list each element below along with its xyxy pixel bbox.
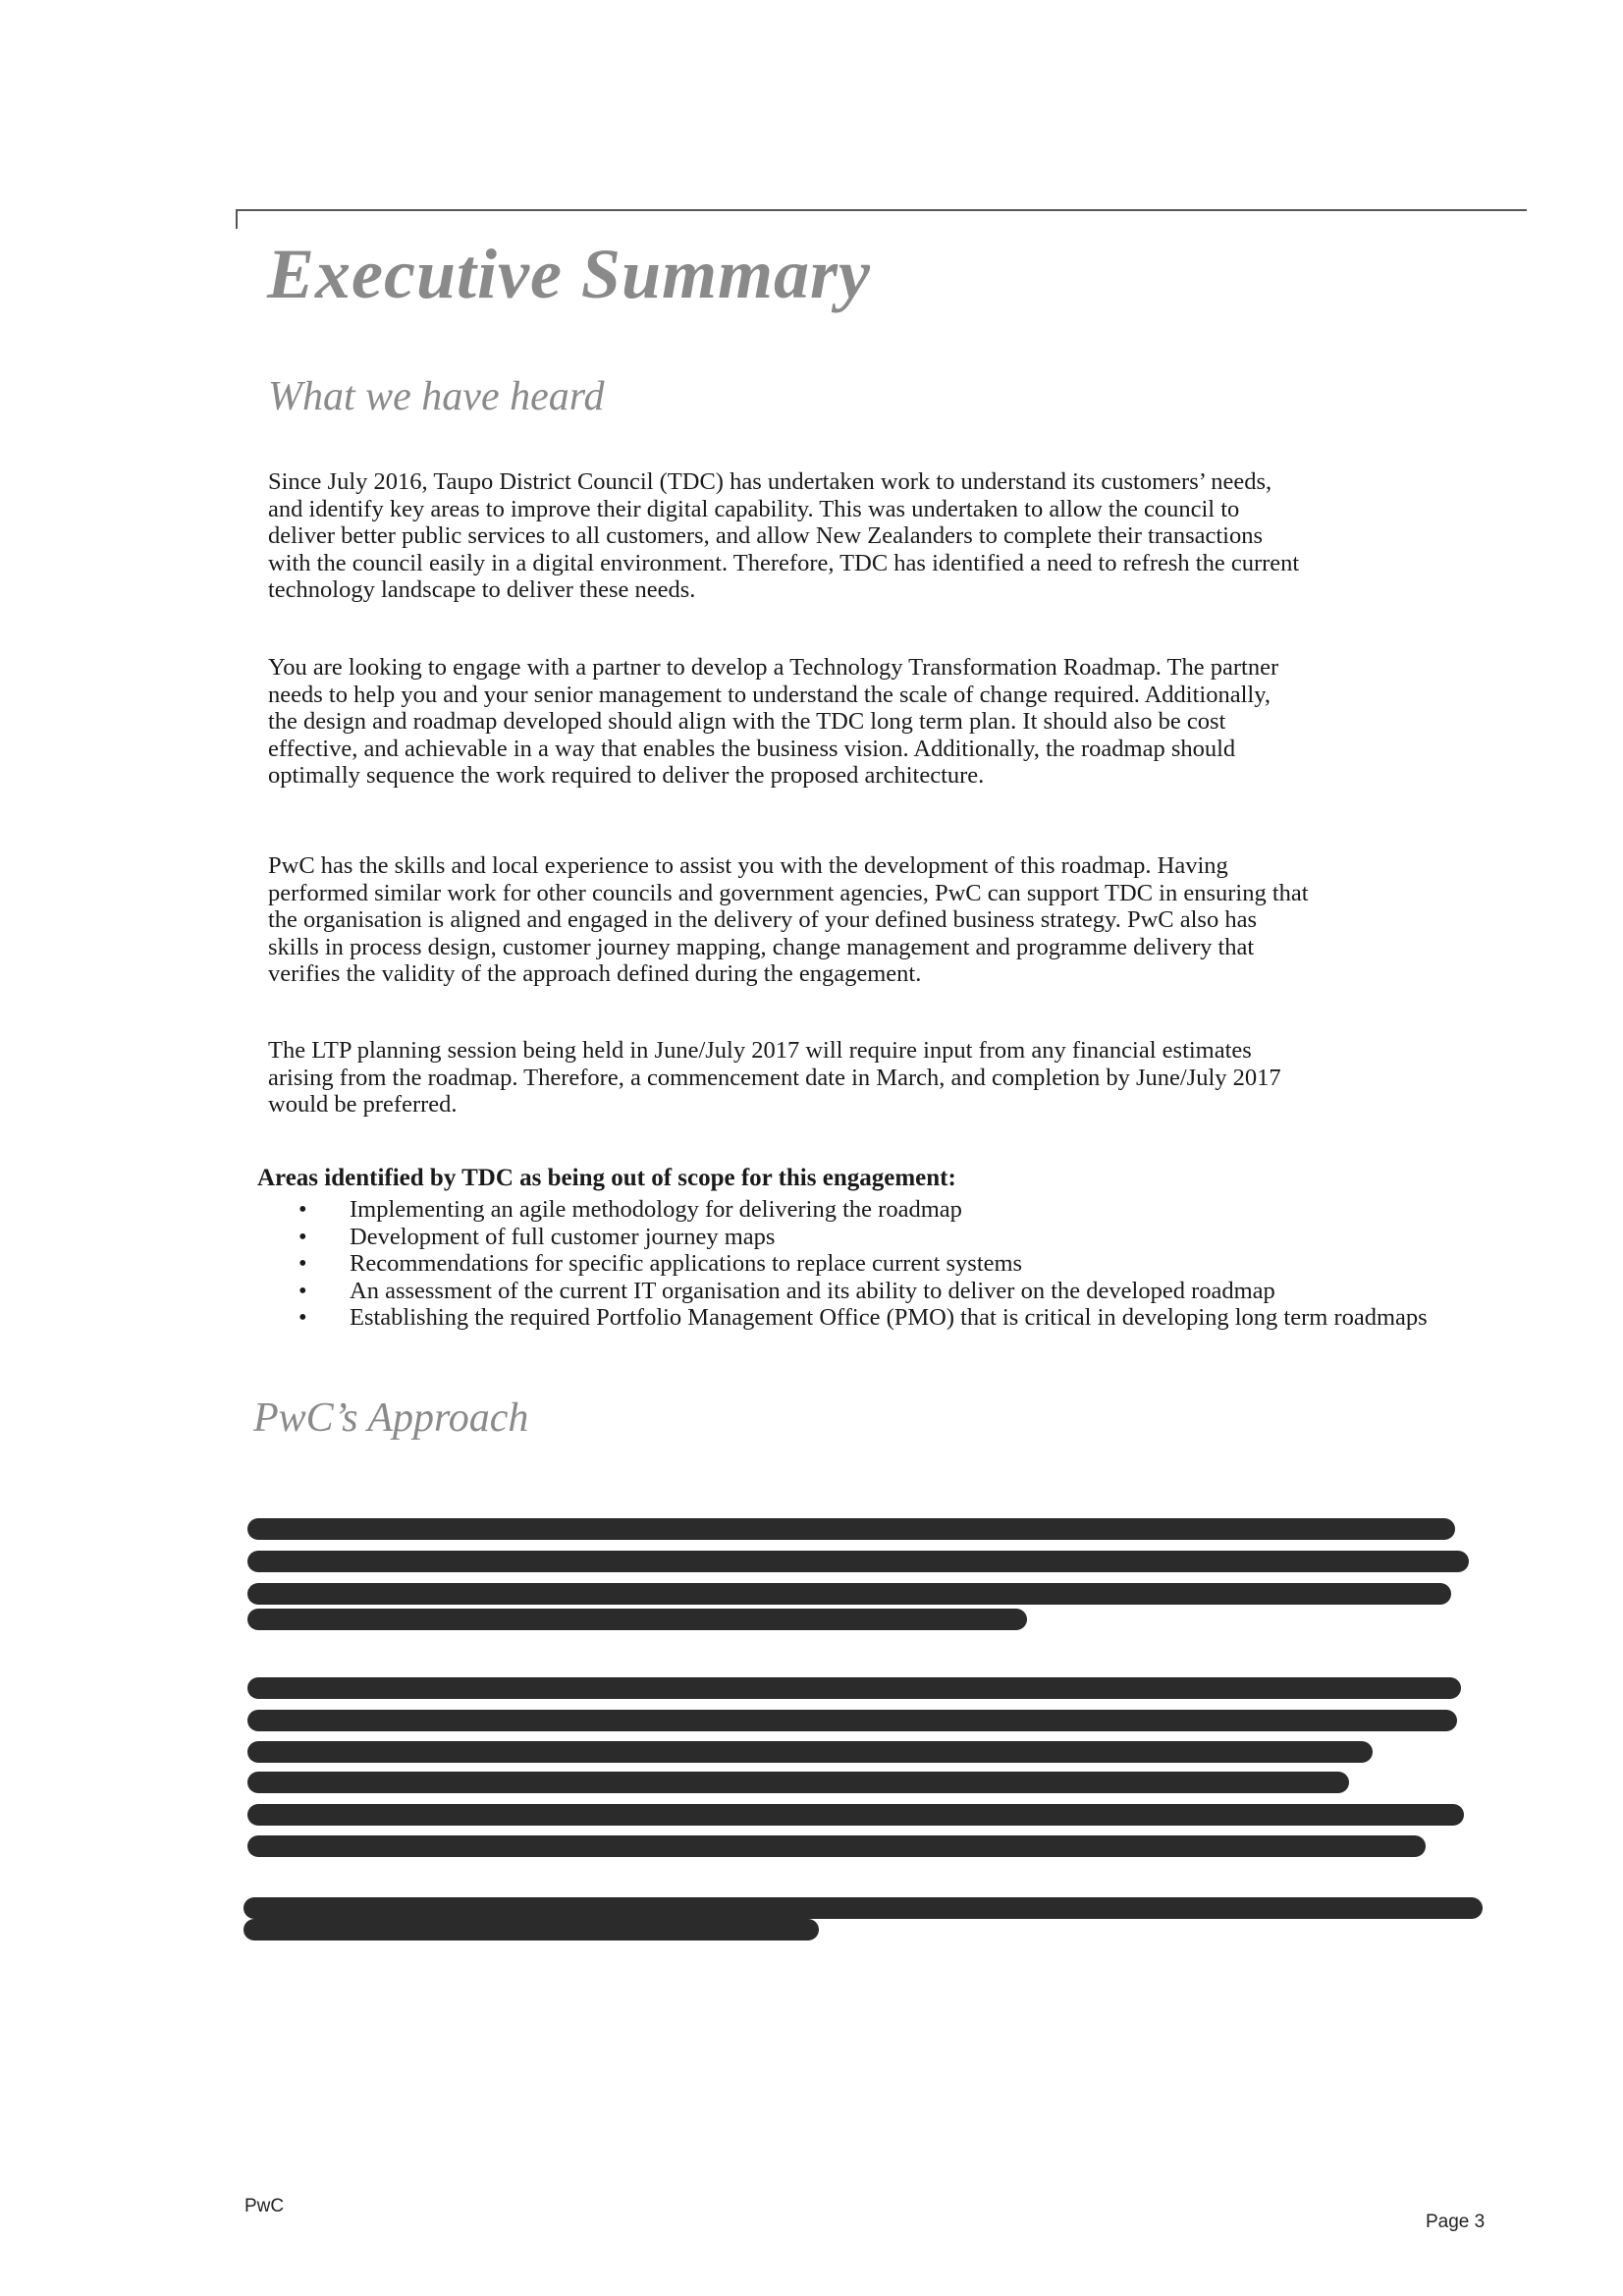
out-of-scope-heading: Areas identified by TDC as being out of scope for this engagement:: [257, 1165, 956, 1191]
redaction-bar: [247, 1804, 1464, 1826]
page-title: Executive Summary: [267, 235, 871, 313]
text-line: the organisation is aligned and engaged in the delivery of your defined business strategy. PwC also has: [268, 906, 1258, 933]
footer-company: PwC: [244, 2196, 285, 2216]
footer-page-number: Page 3: [1426, 2212, 1486, 2232]
redaction-bar: [243, 1897, 1483, 1919]
text-line: would be preferred.: [268, 1091, 458, 1118]
text-line: needs to help you and your senior management to understand the scale of change required. Additionally,: [268, 681, 1271, 708]
redaction-bar: [247, 1835, 1426, 1857]
text-line: with the council easily in a digital environment. Therefore, TDC has identified a need to refresh the current: [268, 549, 1300, 576]
text-line: effective, and achievable in a way that enables the business vision. Additionally, the roadmap should: [268, 735, 1236, 762]
list-item: • Development of full customer journey maps: [295, 1224, 1469, 1251]
text-line: verifies the validity of the approach defined during the engagement.: [268, 960, 922, 987]
out-of-scope-list: [295, 1196, 1469, 1332]
header-rule-tick: [236, 209, 238, 229]
text-line: skills in process design, customer journey mapping, change management and programme delivery that: [268, 933, 1255, 960]
redaction-bar: [247, 1551, 1469, 1572]
redaction-bar: [247, 1772, 1349, 1793]
text-line: the design and roadmap developed should align with the TDC long term plan. It should also be cost: [268, 708, 1226, 735]
redaction-bar: [243, 1919, 819, 1941]
text-line: You are looking to engage with a partner to develop a Technology Transformation Roadmap. The partner: [268, 654, 1279, 681]
redaction-bar: [247, 1518, 1455, 1540]
header-rule: [236, 209, 1527, 211]
text-line: technology landscape to deliver these needs.: [268, 576, 696, 603]
section-heading-pwc-approach: PwC’s Approach: [253, 1395, 529, 1441]
section-heading-what-we-have-heard: What we have heard: [268, 374, 605, 419]
paragraph-1: [268, 468, 1535, 604]
paragraph-4: [268, 1037, 1535, 1119]
text-line: arising from the roadmap. Therefore, a commencement date in March, and completion by June/July 2017: [268, 1064, 1281, 1091]
list-item: • An assessment of the current IT organisation and its ability to deliver on the developed roadmap: [295, 1278, 1469, 1305]
text-line: deliver better public services to all customers, and allow New Zealanders to complete their transactions: [268, 522, 1263, 549]
paragraph-2: [268, 654, 1535, 790]
text-line: The LTP planning session being held in June/July 2017 will require input from any financial estimates: [268, 1037, 1252, 1064]
paragraph-3: [268, 852, 1535, 988]
text-line: Since July 2016, Taupo District Council (TDC) has undertaken work to understand its customers’ needs,: [268, 468, 1272, 495]
text-line: optimally sequence the work required to deliver the proposed architecture.: [268, 762, 985, 789]
redaction-bar: [247, 1677, 1461, 1699]
redaction-bar: [247, 1583, 1451, 1605]
redaction-bar: [247, 1609, 1027, 1630]
text-line: performed similar work for other councils and government agencies, PwC can support TDC in ensuring that: [268, 879, 1309, 906]
text-line: PwC has the skills and local experience to assist you with the development of this roadmap. Having: [268, 852, 1228, 879]
redaction-bar: [247, 1710, 1457, 1731]
redaction-bar: [247, 1741, 1373, 1763]
list-item: • Establishing the required Portfolio Management Office (PMO) that is critical in developing long term roadmaps: [295, 1304, 1469, 1332]
text-line: and identify key areas to improve their digital capability. This was undertaken to allow the council to: [268, 495, 1240, 522]
list-item: • Implementing an agile methodology for delivering the roadmap: [295, 1196, 1469, 1224]
list-item: • Recommendations for specific applications to replace current systems: [295, 1250, 1469, 1278]
